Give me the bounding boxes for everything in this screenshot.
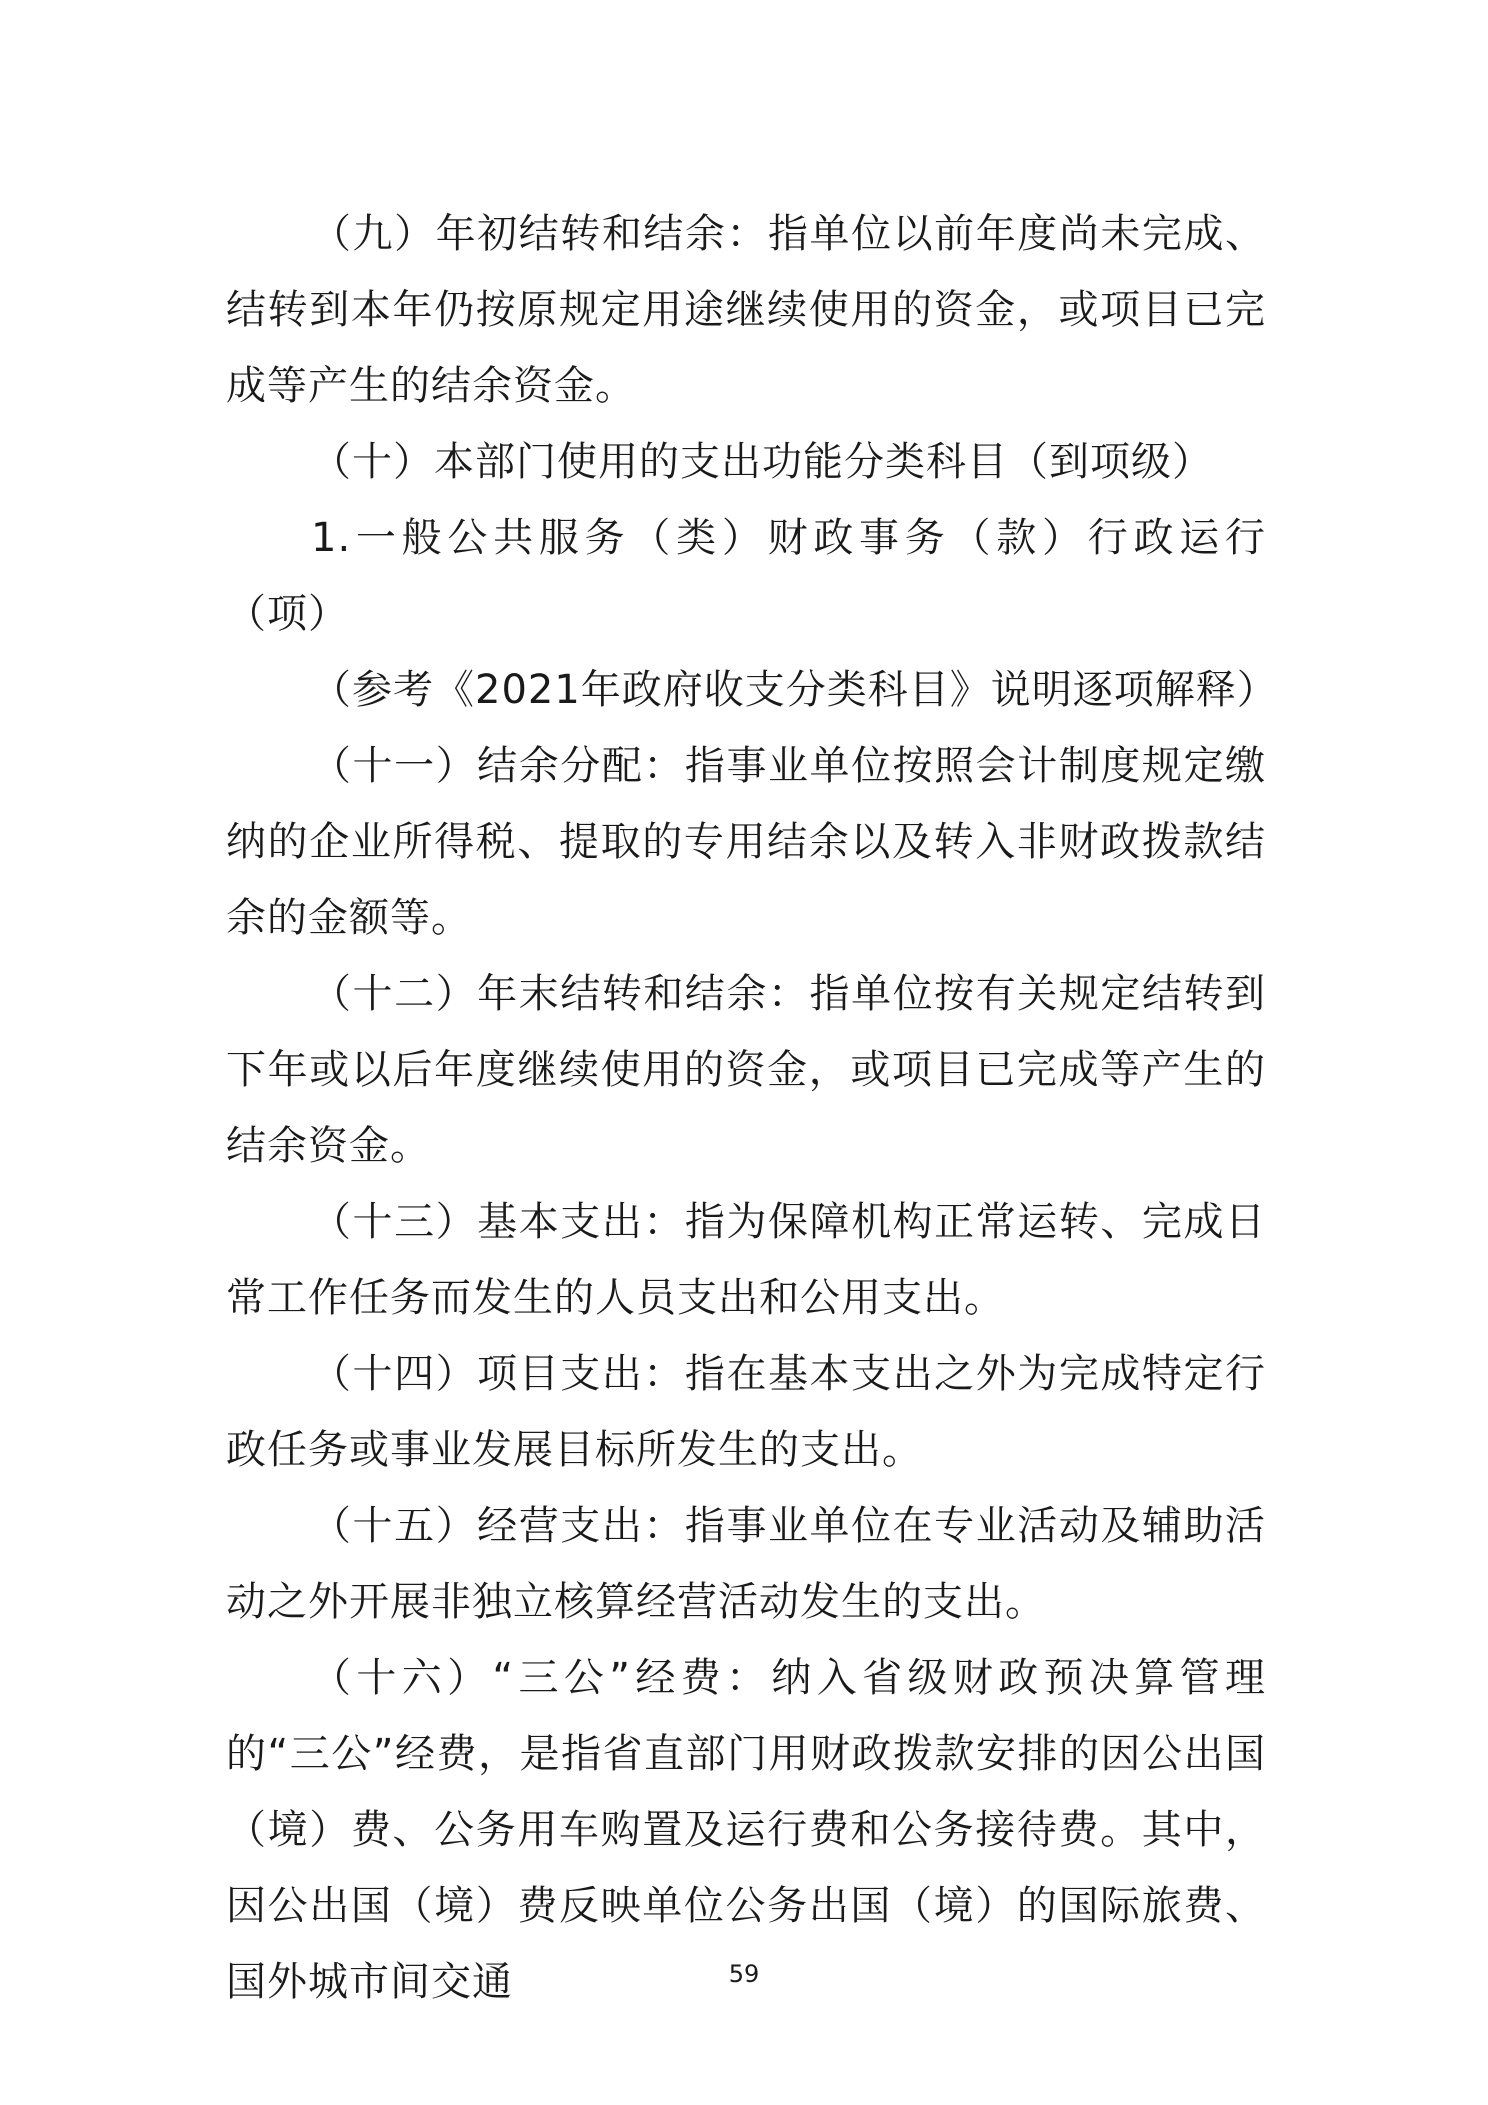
- paragraph-operating-expenditure: （十五）经营支出：指事业单位在专业活动及辅助活动之外开展非独立核算经营活动发生的支出。: [226, 1503, 1266, 1625]
- paragraph-year-end-carryover: （十二）年末结转和结余：指单位按有关规定结转到下年或以后年度继续使用的资金，或项目已完成等产生的结余资金。: [226, 971, 1266, 1169]
- paragraph-general-public-services: 1.一般公共服务（类）财政事务（款）行政运行（项）: [226, 515, 1266, 637]
- body-text: [226, 196, 1278, 2020]
- paragraph-reference-note: （参考《2021年政府收支分类科目》说明逐项解释）: [311, 667, 1278, 713]
- paragraph-basic-expenditure: （十三）基本支出：指为保障机构正常运转、完成日常工作任务而发生的人员支出和公用支出。: [226, 1199, 1266, 1321]
- paragraph-three-public-expenses: （十六）“三公”经费：纳入省级财政预决算管理的“三公”经费，是指省直部门用财政拨款安排的因公出国（境）费、公务用车购置及运行费和公务接待费。其中，因公出国（境）费反映单位公务出国（境）的国际旅费、国外城市间交通: [226, 1655, 1266, 2005]
- paragraph-surplus-distribution: （十一）结余分配：指事业单位按照会计制度规定缴纳的企业所得税、提取的专用结余以及转入非财政拨款结余的金额等。: [226, 743, 1266, 941]
- paragraph-function-classification: （十）本部门使用的支出功能分类科目（到项级）: [311, 439, 1213, 485]
- page-number: 59: [728, 1960, 760, 1988]
- paragraph-project-expenditure: （十四）项目支出：指在基本支出之外为完成特定行政任务或事业发展目标所发生的支出。: [226, 1351, 1266, 1473]
- paragraph-carryover-balance: （九）年初结转和结余：指单位以前年度尚未完成、结转到本年仍按原规定用途继续使用的资金，或项目已完成等产生的结余资金。: [226, 211, 1266, 409]
